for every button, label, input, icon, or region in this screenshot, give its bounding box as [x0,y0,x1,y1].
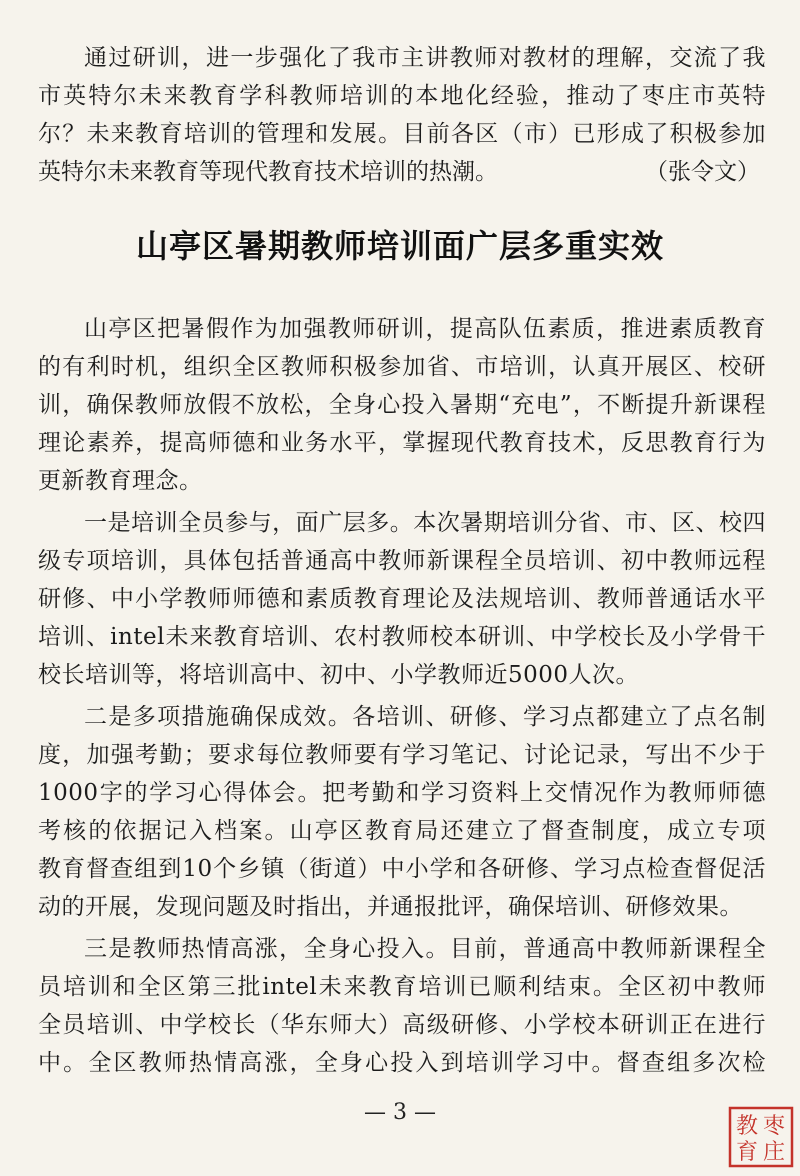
text-line-with-author [38,153,766,191]
seal-char: 庄 [762,1140,786,1165]
text-line: 更新教育理念。 [38,468,203,494]
text-line: 研修、中小学教师师德和素质教育理论及法规培训、教师普通话水平 [38,586,766,612]
text-line: 度，加强考勤；要求每位教师要有学习笔记、讨论记录，写出不少于 [38,742,766,768]
text-line: 尔？未来教育培训的管理和发展。目前各区（市）已形成了积极参加 [38,121,766,147]
text-line: 教育督查组到10个乡镇（街道）中小学和各研修、学习点检查督促活 [38,856,766,882]
text-line: 员培训和全区第三批intel未来教育培训已顺利结束。全区初中教师 [38,974,766,1000]
text-line: 中。全区教师热情高涨，全身心投入到培训学习中。督查组多次检 [38,1050,766,1076]
paragraph-2 [38,504,766,694]
text-line: 考核的依据记入档案。山亭区教育局还建立了督查制度，成立专项 [38,818,766,844]
paragraph-3 [38,698,766,926]
text-line: 三是教师热情高涨，全身心投入。目前，普通高中教师新课程全 [84,936,766,962]
text-line: 1000字的学习心得体会。把考勤和学习资料上交情况作为教师师德 [38,780,766,806]
seal-char: 枣 [762,1114,786,1139]
text-line: 市英特尔未来教育学科教师培训的本地化经验，推动了枣庄市英特 [38,83,766,109]
text-line: 级专项培训，具体包括普通高中教师新课程全员培训、初中教师远程 [38,548,766,574]
text-line: 校长培训等，将培训高中、初中、小学教师近5000人次。 [38,662,640,688]
paragraph-1 [38,310,766,500]
text-line: 一是培训全员参与，面广层多。本次暑期培训分省、市、区、校四 [84,510,766,536]
text-line: 二是多项措施确保成效。各培训、研修、学习点都建立了点名制 [84,704,766,730]
text-line: 全员培训、中学校长（华东师大）高级研修、小学校本研训正在进行 [38,1012,766,1038]
seal-char: 育 [735,1140,759,1165]
text-line: 的有利时机，组织全区教师积极参加省、市培训，认真开展区、校研 [38,354,766,380]
paragraph-4 [38,930,766,1082]
text-line: 培训、intel未来教育培训、农村教师校本研训、中学校长及小学骨干 [38,624,766,650]
seal-stamp [728,1106,794,1168]
top-paragraph [38,39,766,191]
page-number: — 3 — [364,1100,436,1125]
seal-char: 教 [735,1114,759,1139]
text-line: 动的开展，发现问题及时指出，并通报批评，确保培训、研修效果。 [38,894,743,920]
text-line: 英特尔未来教育等现代教育技术培训的热潮。 [38,159,498,185]
author-signature: （张令文） [645,159,760,185]
text-line: 训，确保教师放假不放松，全身心投入暑期“充电”，不断提升新课程 [38,392,766,418]
text-line: 理论素养，提高师德和业务水平，掌握现代教育技术，反思教育行为 [38,430,766,456]
text-line: 通过研训，进一步强化了我市主讲教师对教材的理解，交流了我 [84,45,766,71]
article-title: 山亭区暑期教师培训面广层多重实效 [135,227,664,265]
text-line: 山亭区把暑假作为加强教师研训，提高队伍素质，推进素质教育 [84,316,766,342]
article-body [38,310,766,1082]
